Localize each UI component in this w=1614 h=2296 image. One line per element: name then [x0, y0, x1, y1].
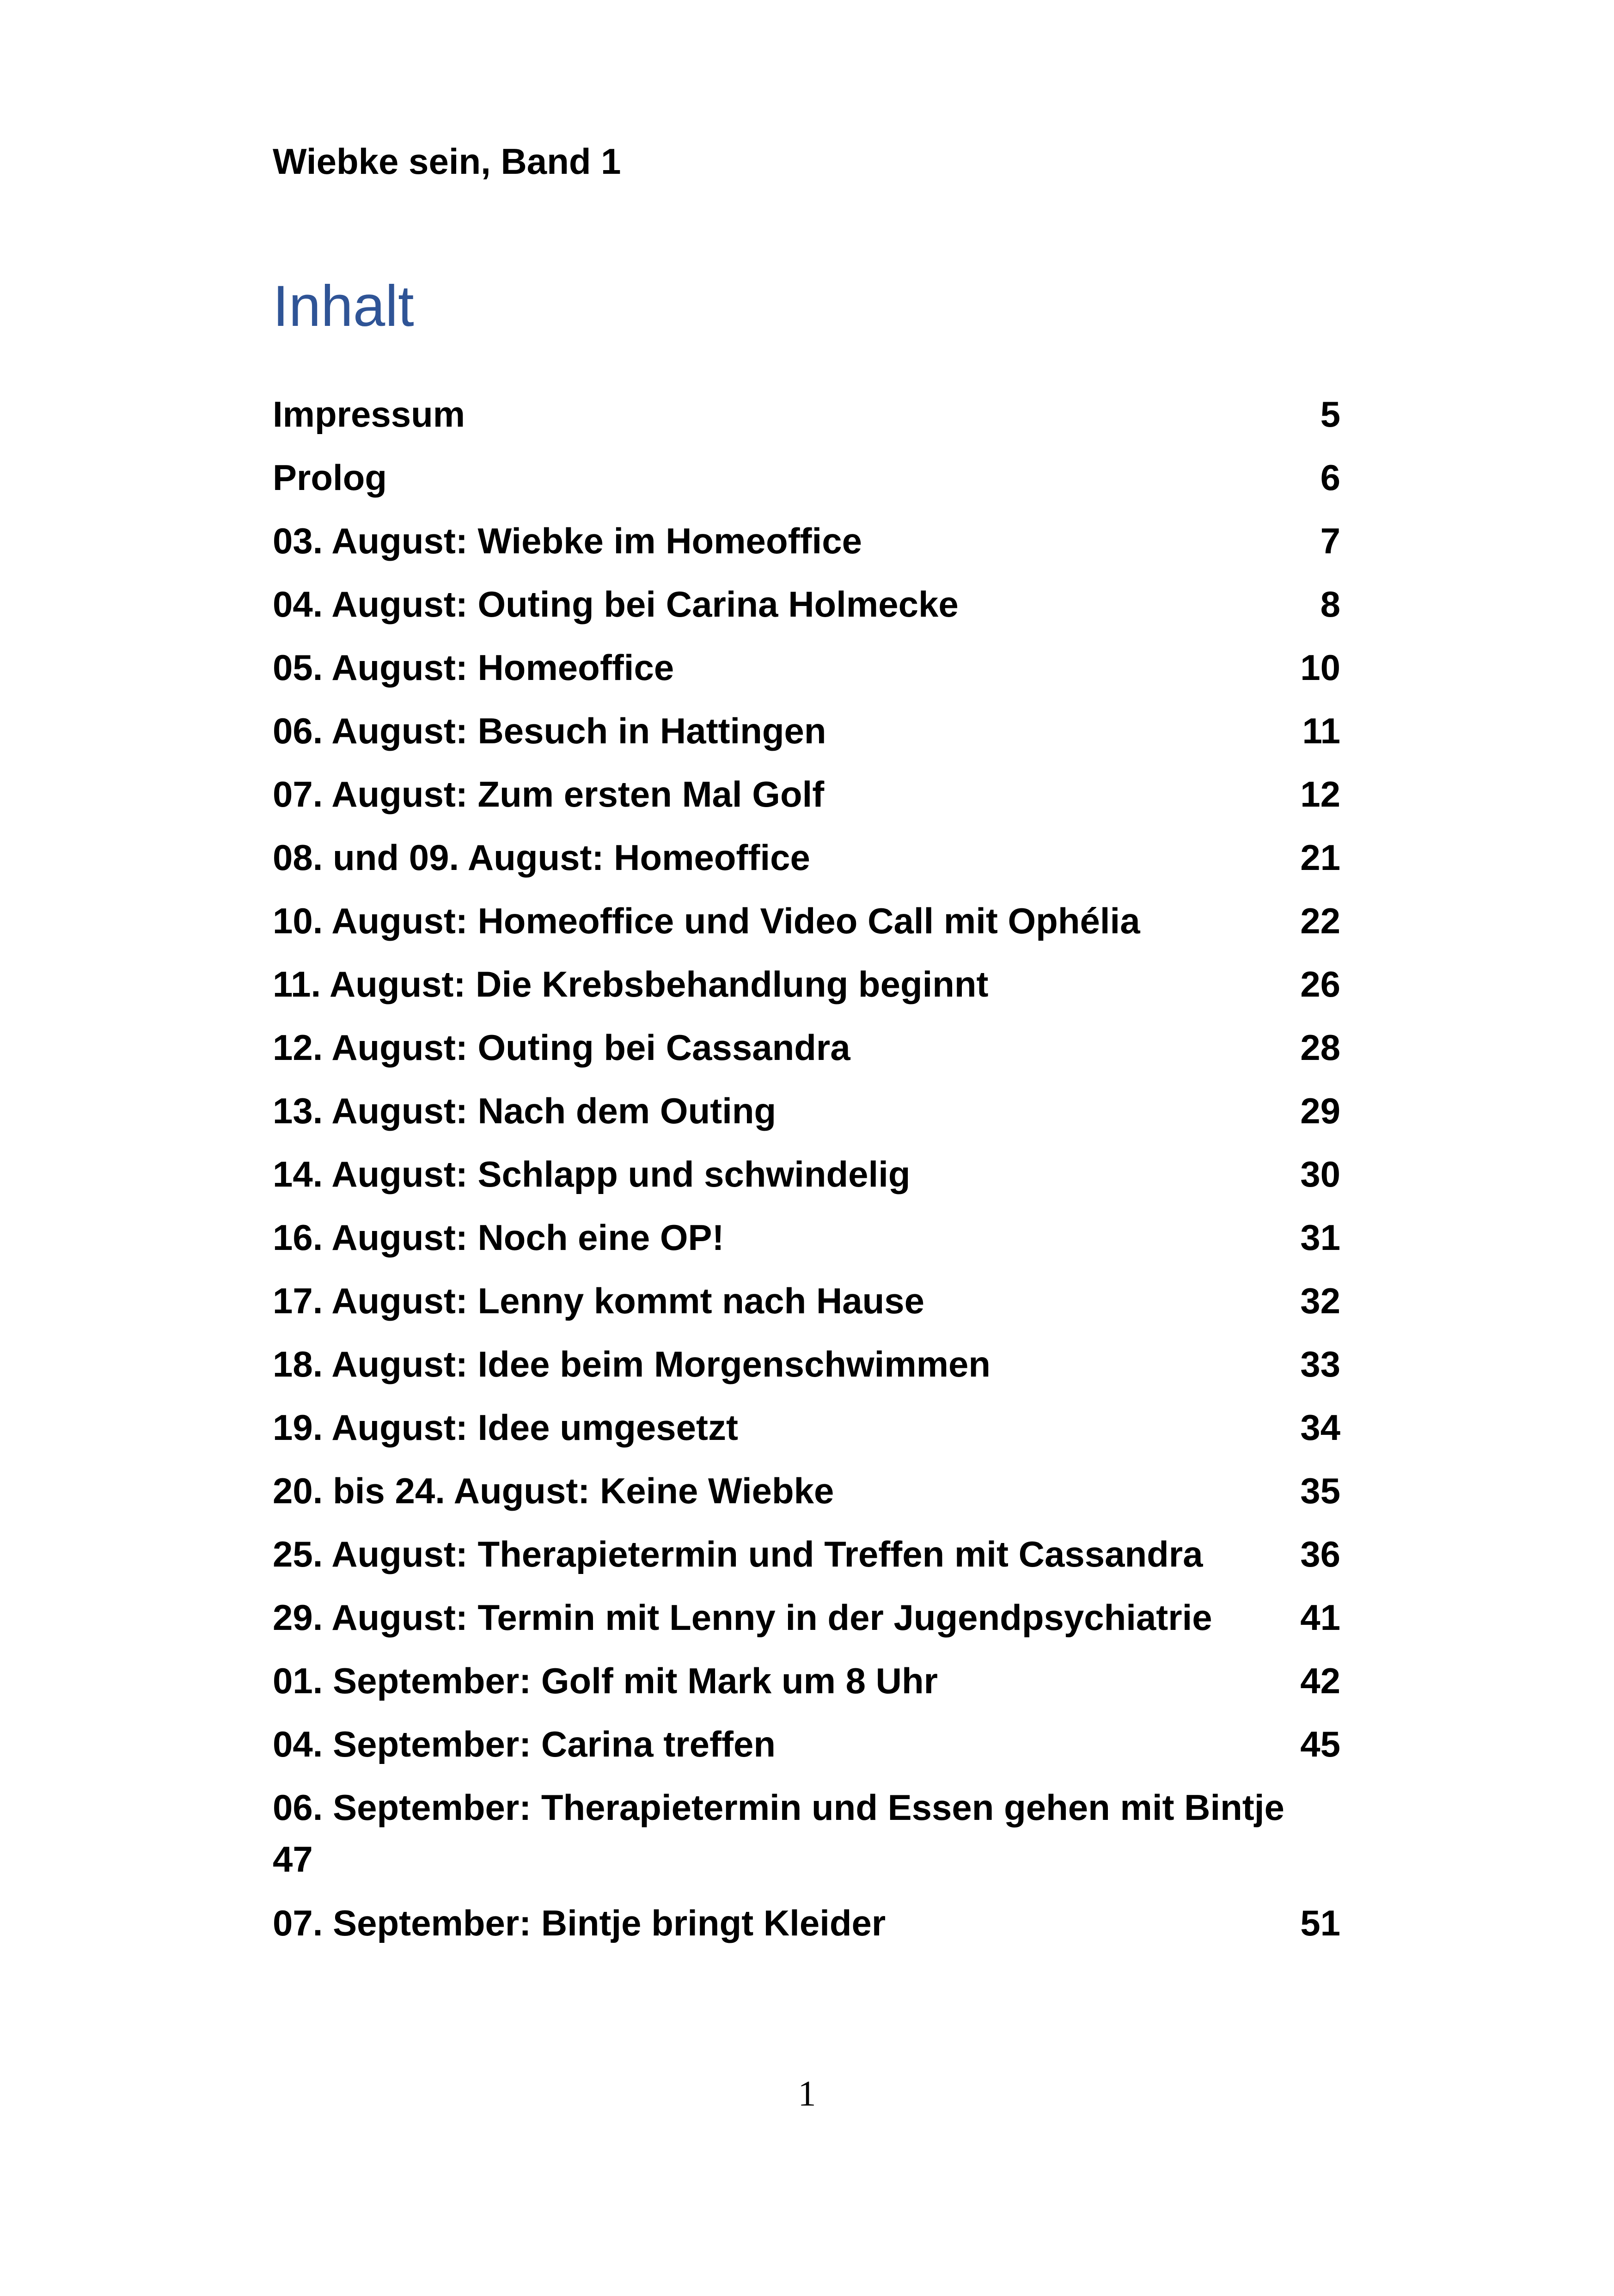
- toc-entry-title: 13. August: Nach dem Outing: [273, 1090, 776, 1131]
- toc-entry-title: 25. August: Therapietermin und Treffen mit Cassandra: [273, 1534, 1203, 1574]
- toc-entry-title: 03. August: Wiebke im Homeoffice: [273, 520, 862, 561]
- toc-entry-title: 01. September: Golf mit Mark um 8 Uhr: [273, 1660, 938, 1701]
- toc-entry[interactable]: [273, 1465, 1340, 1528]
- toc-entry[interactable]: [273, 642, 1340, 705]
- toc-entry[interactable]: [273, 768, 1340, 832]
- toc-entry[interactable]: [273, 1212, 1340, 1275]
- toc-entry[interactable]: [273, 452, 1340, 515]
- toc-entry[interactable]: [273, 1718, 1340, 1782]
- toc-entry-page: 31: [1300, 1217, 1340, 1258]
- toc-entry-page: 28: [1300, 1027, 1340, 1068]
- toc-entry-page: 11: [1302, 710, 1340, 751]
- toc-entry-page: 21: [1300, 837, 1340, 878]
- toc-entry-title: 20. bis 24. August: Keine Wiebke: [273, 1470, 834, 1511]
- toc-entry[interactable]: [273, 895, 1340, 958]
- toc-entry-title: 10. August: Homeoffice und Video Call mit Ophélia: [273, 900, 1140, 941]
- toc-entry-title: 19. August: Idee umgesetzt: [273, 1407, 738, 1448]
- toc-entry-title: 06. September: Therapietermin und Essen gehen mit Bintje: [273, 1787, 1284, 1828]
- toc-entry-page: 47: [273, 1839, 313, 1880]
- page-number: 1: [798, 2073, 816, 2113]
- toc-heading: Inhalt: [273, 274, 414, 338]
- toc-entry-title: 08. und 09. August: Homeoffice: [273, 837, 810, 878]
- toc-entry-title: 11. August: Die Krebsbehandlung beginnt: [273, 964, 989, 1004]
- toc-entry-title: 16. August: Noch eine OP!: [273, 1217, 724, 1258]
- toc-entry-page: 26: [1300, 964, 1340, 1004]
- toc-entry-title: 18. August: Idee beim Morgenschwimmen: [273, 1344, 991, 1384]
- toc-entry-page: 33: [1300, 1344, 1340, 1384]
- running-header: Wiebke sein, Band 1: [273, 141, 621, 182]
- toc-entry[interactable]: [273, 1148, 1340, 1212]
- toc-entry-page: 30: [1300, 1154, 1340, 1194]
- toc-entry-page: 12: [1300, 774, 1340, 814]
- toc-entry-title: 06. August: Besuch in Hattingen: [273, 710, 826, 751]
- toc-entry[interactable]: [273, 1022, 1340, 1085]
- toc-entry[interactable]: [273, 1782, 1340, 1897]
- toc-entry-page: 10: [1300, 647, 1340, 688]
- table-of-contents: [273, 388, 1340, 1960]
- toc-entry[interactable]: [273, 958, 1340, 1022]
- toc-entry[interactable]: [273, 388, 1340, 452]
- toc-entry[interactable]: [273, 705, 1340, 768]
- toc-entry-title: 04. August: Outing bei Carina Holmecke: [273, 584, 959, 625]
- toc-entry-page: 42: [1300, 1660, 1340, 1701]
- toc-entry-title: Prolog: [273, 457, 387, 498]
- toc-entry-page: 32: [1300, 1280, 1340, 1321]
- toc-entry-page: 45: [1300, 1724, 1340, 1764]
- toc-entry-title: 17. August: Lenny kommt nach Hause: [273, 1280, 925, 1321]
- toc-entry-title: Impressum: [273, 394, 465, 435]
- toc-entry[interactable]: [273, 1275, 1340, 1338]
- toc-entry-title: 14. August: Schlapp und schwindelig: [273, 1154, 911, 1194]
- toc-entry[interactable]: [273, 1655, 1340, 1718]
- toc-entry-title: 12. August: Outing bei Cassandra: [273, 1027, 850, 1068]
- toc-entry-title: 05. August: Homeoffice: [273, 647, 674, 688]
- toc-entry-title: 04. September: Carina treffen: [273, 1724, 776, 1764]
- toc-entry-page: 36: [1300, 1534, 1340, 1574]
- toc-entry-page: 5: [1320, 394, 1340, 435]
- toc-entry[interactable]: [273, 1897, 1340, 1960]
- toc-entry[interactable]: [273, 1528, 1340, 1592]
- toc-entry[interactable]: [273, 515, 1340, 578]
- toc-entry[interactable]: [273, 1402, 1340, 1465]
- toc-entry-title: 07. August: Zum ersten Mal Golf: [273, 774, 825, 814]
- toc-entry-title: 07. September: Bintje bringt Kleider: [273, 1903, 886, 1943]
- toc-entry-page: 29: [1300, 1090, 1340, 1131]
- toc-entry-page: 35: [1300, 1470, 1340, 1511]
- toc-entry-page: 51: [1300, 1903, 1340, 1943]
- toc-entry-page: 22: [1300, 900, 1340, 941]
- toc-entry-title: 29. August: Termin mit Lenny in der Jugendpsychiatrie: [273, 1597, 1212, 1638]
- toc-entry-page: 8: [1320, 584, 1340, 625]
- toc-entry-page: 7: [1320, 520, 1340, 561]
- toc-entry[interactable]: [273, 832, 1340, 895]
- toc-entry[interactable]: [273, 1338, 1340, 1402]
- toc-entry-page: 41: [1300, 1597, 1340, 1638]
- toc-entry[interactable]: [273, 578, 1340, 642]
- toc-entry-page: 6: [1320, 457, 1340, 498]
- toc-entry-page: 34: [1300, 1407, 1340, 1448]
- toc-entry[interactable]: [273, 1085, 1340, 1148]
- toc-entry[interactable]: [273, 1592, 1340, 1655]
